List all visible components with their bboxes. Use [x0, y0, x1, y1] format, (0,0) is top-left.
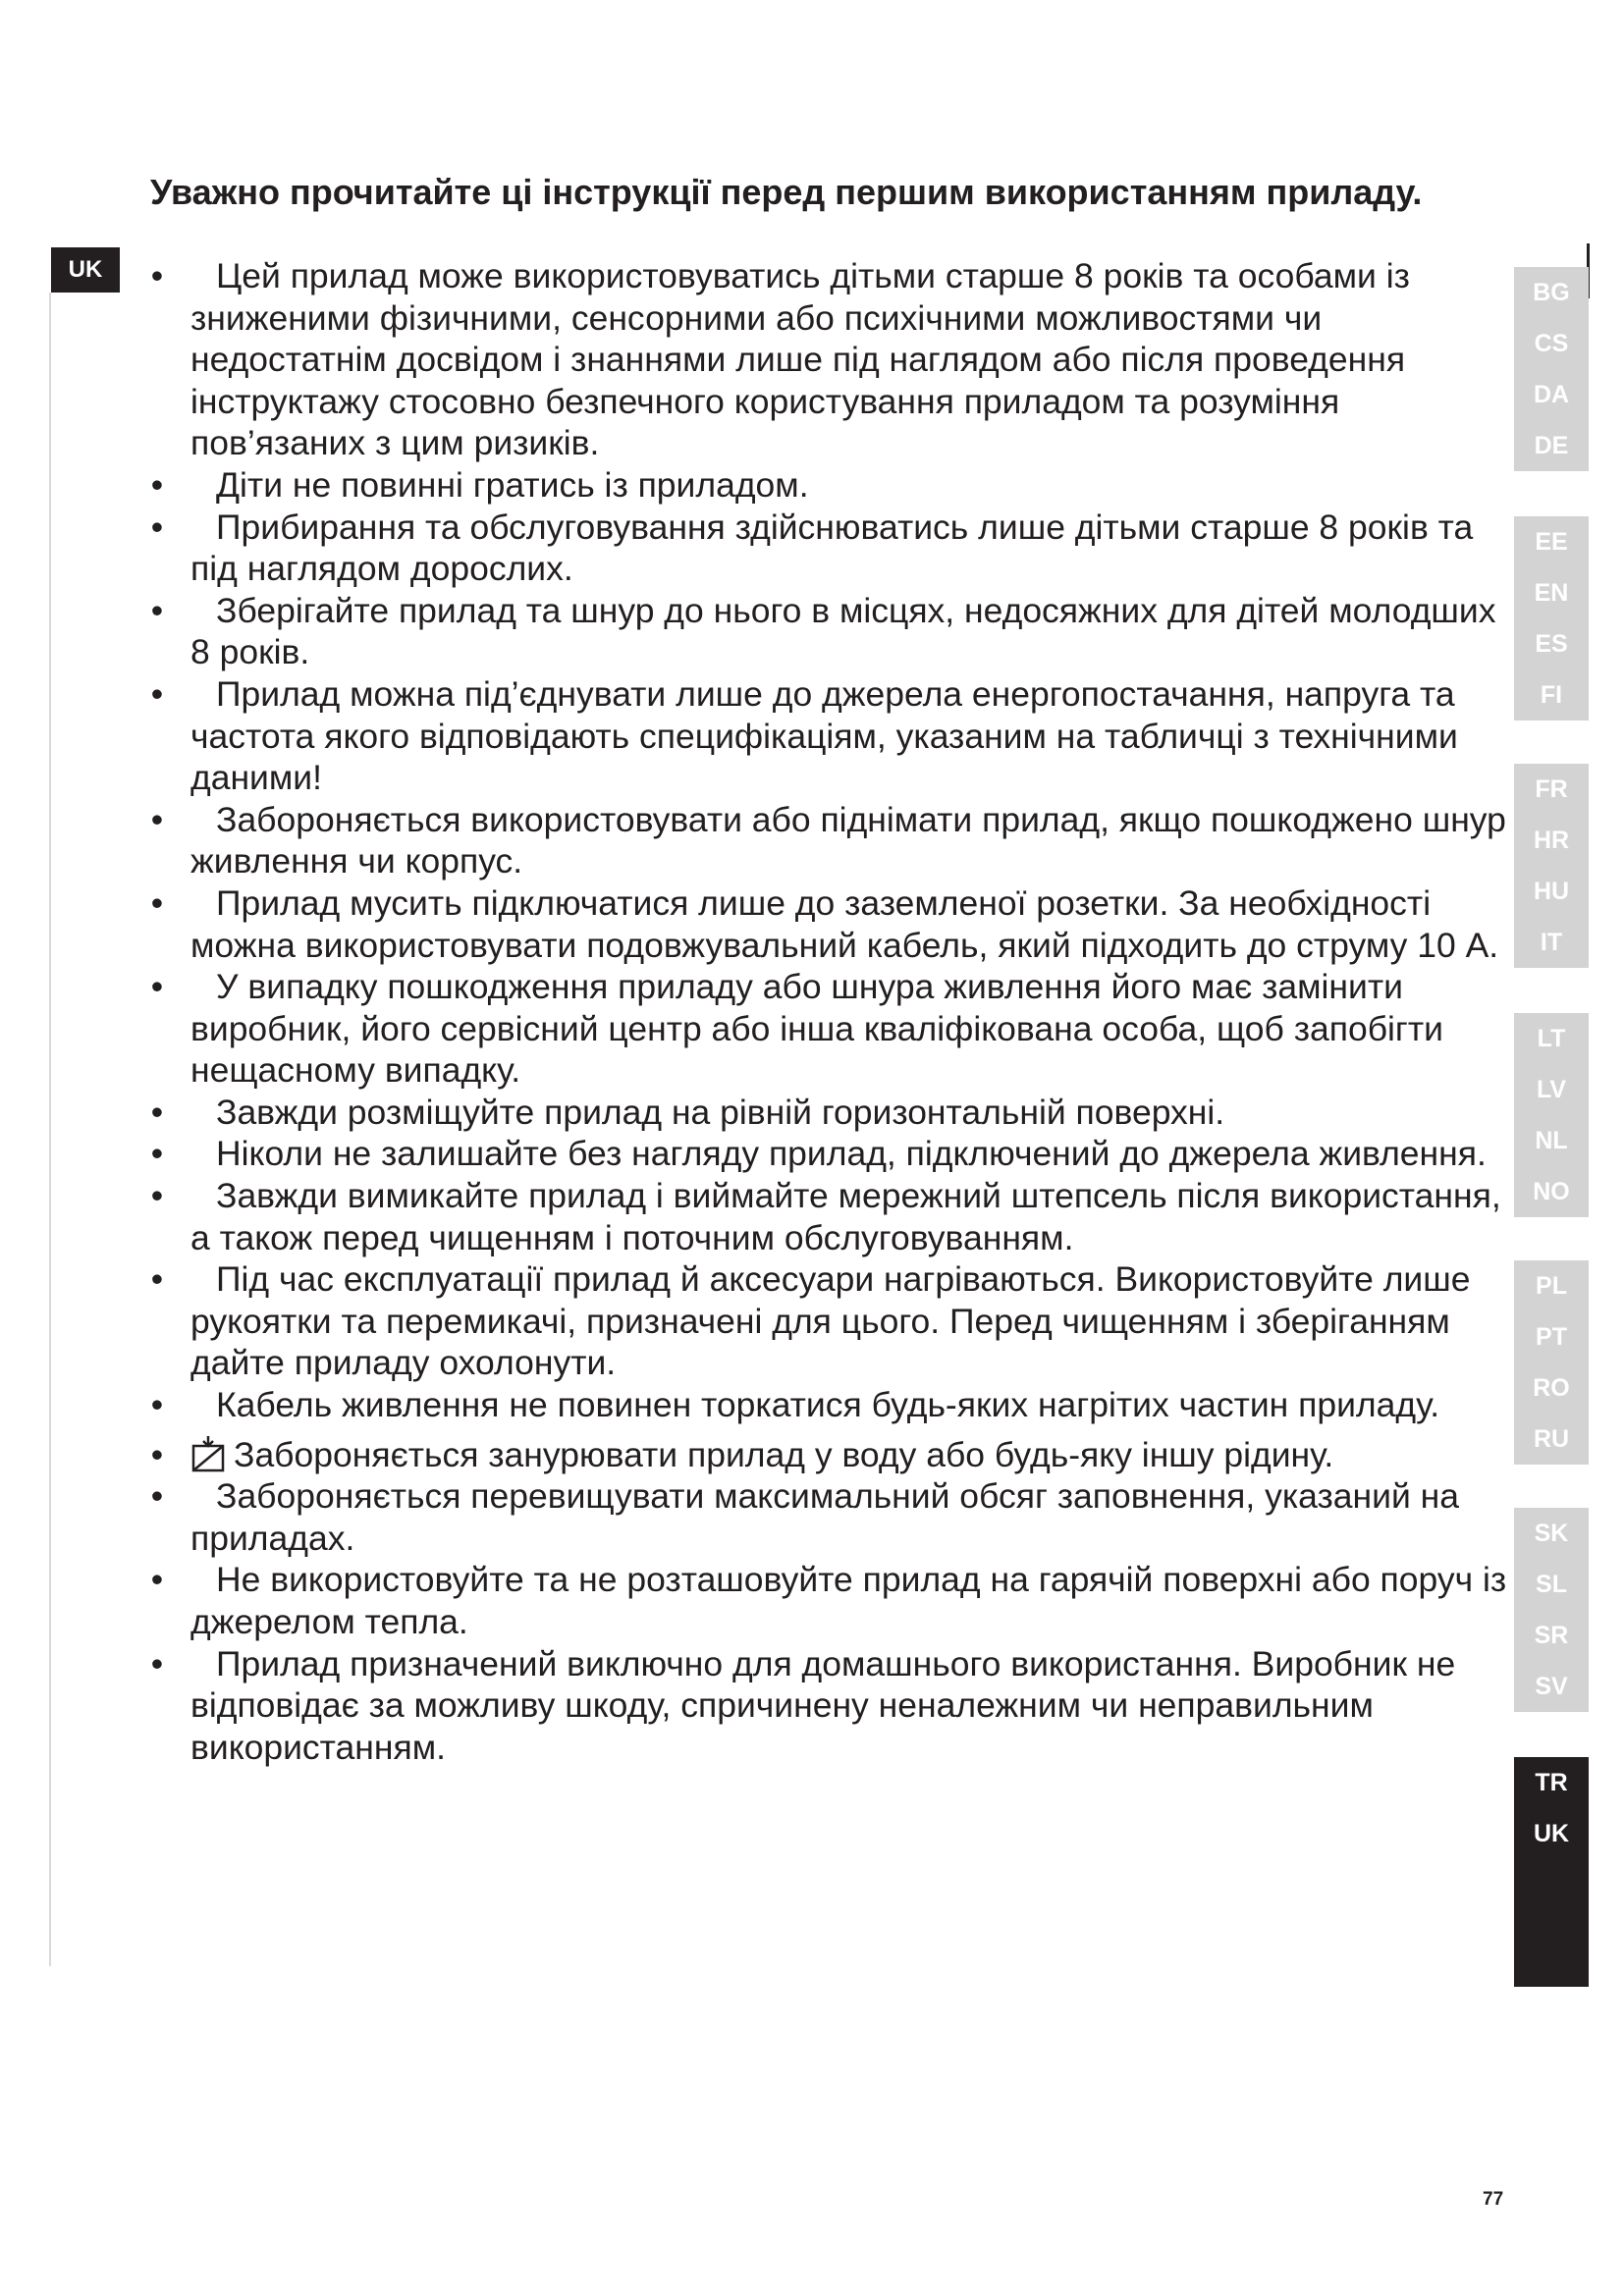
list-item [147, 507, 1517, 590]
language-group-1 [1514, 267, 1589, 471]
list-item-text: Забороняється перевищувати максимальний обсяг заповнення, указаний на приладах. [190, 1476, 1460, 1558]
safety-instructions-list [147, 255, 1517, 1768]
lang-en[interactable]: EN [1534, 578, 1569, 607]
no-immersion-icon [190, 1435, 230, 1472]
lang-sk[interactable]: SK [1534, 1519, 1569, 1547]
list-item-text: Ніколи не залишайте без нагляду прилад, підключений до джерела живлення. [216, 1134, 1487, 1174]
lang-it[interactable]: IT [1540, 928, 1563, 956]
language-group-6 [1514, 1508, 1589, 1712]
list-item [147, 1643, 1517, 1769]
lang-da[interactable]: DA [1533, 380, 1570, 408]
list-item-text: Діти не повинні гратись із приладом. [216, 464, 809, 505]
list-item-text: Прилад можна під’єднувати лише до джерела енергопостачання, напруга та частота якого відповідають специфікаціям, указаним на табличці з технічними даними! [190, 673, 1458, 798]
lang-lt[interactable]: LT [1537, 1024, 1566, 1052]
list-item [147, 966, 1517, 1092]
list-item-text: Завжди вимикайте прилад і виймайте мережний штепсель після використання, а також перед чищенням і поточним обслуговуванням. [190, 1176, 1501, 1257]
lang-sr[interactable]: SR [1534, 1621, 1569, 1649]
lang-pl[interactable]: PL [1536, 1271, 1567, 1300]
list-item [147, 1384, 1517, 1426]
list-item-text: Завжди розміщуйте прилад на рівній горизонтальній поверхні. [216, 1092, 1225, 1132]
lang-no[interactable]: NO [1533, 1177, 1570, 1205]
lang-uk[interactable]: UK [1533, 1819, 1570, 1847]
language-tab-uk: UK [51, 247, 120, 293]
lang-sl[interactable]: SL [1536, 1570, 1567, 1598]
list-item-text: Забороняється використовувати або піднімати прилад, якщо пошкоджено шнур живлення чи корпус. [190, 799, 1506, 881]
left-margin-rule [49, 293, 51, 1966]
list-item [147, 590, 1517, 673]
list-item [147, 1559, 1517, 1642]
language-group-5 [1514, 1260, 1589, 1465]
lang-ro[interactable]: RO [1533, 1373, 1570, 1402]
list-item-text: У випадку пошкодження приладу або шнура живлення його має замінити виробник, його сервісний центр або інша кваліфікована особа, щоб запобігти нещасному випадку. [190, 967, 1443, 1091]
list-item [147, 1258, 1517, 1384]
list-item-text: Під час експлуатації прилад й аксесуари нагріваються. Використовуйте лише рукоятки та перемикачі, призначені для цього. Перед чищенням і зберіганням дайте приладу охолонути. [190, 1259, 1471, 1383]
lang-ru[interactable]: RU [1533, 1424, 1570, 1453]
lang-de[interactable]: DE [1534, 431, 1569, 459]
list-item-text: Прибирання та обслуговування здійснюватись лише дітьми старше 8 років та під наглядом дорослих. [190, 507, 1474, 589]
list-item-text: Прилад призначений виключно для домашнього використання. Виробник не відповідає за можливу шкоду, спричинену неналежним чи неправильним використанням. [190, 1643, 1456, 1767]
list-item [147, 882, 1517, 966]
lang-es[interactable]: ES [1535, 629, 1568, 658]
list-item [147, 464, 1517, 507]
lang-pt[interactable]: PT [1536, 1322, 1567, 1351]
language-group-7 [1514, 1757, 1589, 1987]
list-item-text: Цей прилад може використовуватись дітьми старше 8 років та особами із зниженими фізичними, сенсорними або психічними можливостями чи недостатнім досвідом і знаннями лише під наглядом або після проведення інструктажу стосовно безпечного користування приладом та розуміння пов’язаних з цим ризиків. [190, 256, 1410, 463]
lang-hr[interactable]: HR [1533, 826, 1570, 854]
lang-ee[interactable]: EE [1535, 527, 1568, 556]
lang-hu[interactable]: HU [1533, 877, 1570, 905]
lang-fr[interactable]: FR [1535, 774, 1568, 803]
list-item-text: Забороняється занурювати прилад у воду або будь-яку іншу рідину. [234, 1434, 1334, 1474]
page-number: 77 [1483, 2189, 1504, 2210]
language-group-3 [1514, 764, 1589, 968]
lang-bg[interactable]: BG [1533, 278, 1570, 306]
list-item [147, 255, 1517, 464]
list-item [147, 1475, 1517, 1559]
list-item-text: Не використовуйте та не розташовуйте прилад на гарячій поверхні або поруч із джерелом тепла. [190, 1560, 1507, 1641]
lang-fi[interactable]: FI [1540, 680, 1563, 709]
list-item [147, 1133, 1517, 1175]
list-item [147, 1175, 1517, 1258]
list-item [147, 673, 1517, 799]
list-item-text: Прилад мусить підключатися лише до заземленої розетки. За необхідності можна використовувати подовжувальний кабель, який підходить до струму 10 A. [190, 882, 1499, 965]
lang-tr[interactable]: TR [1535, 1768, 1568, 1796]
list-item-text: Зберігайте прилад та шнур до нього в місцях, недосяжних для дітей молодших 8 років. [190, 590, 1496, 672]
list-item-text: Кабель живлення не повинен торкатися будь-яких нагрітих частин приладу. [216, 1385, 1440, 1425]
lang-nl[interactable]: NL [1535, 1126, 1568, 1154]
page-title: Уважно прочитайте ці інструкції перед першим використанням приладу. [150, 172, 1423, 212]
lang-cs[interactable]: CS [1534, 329, 1569, 357]
language-group-2 [1514, 516, 1589, 721]
list-item [147, 1434, 1517, 1476]
lang-sv[interactable]: SV [1535, 1672, 1568, 1700]
lang-lv[interactable]: LV [1536, 1075, 1567, 1103]
list-item [147, 1092, 1517, 1134]
language-group-4 [1514, 1013, 1589, 1217]
list-item [147, 799, 1517, 882]
